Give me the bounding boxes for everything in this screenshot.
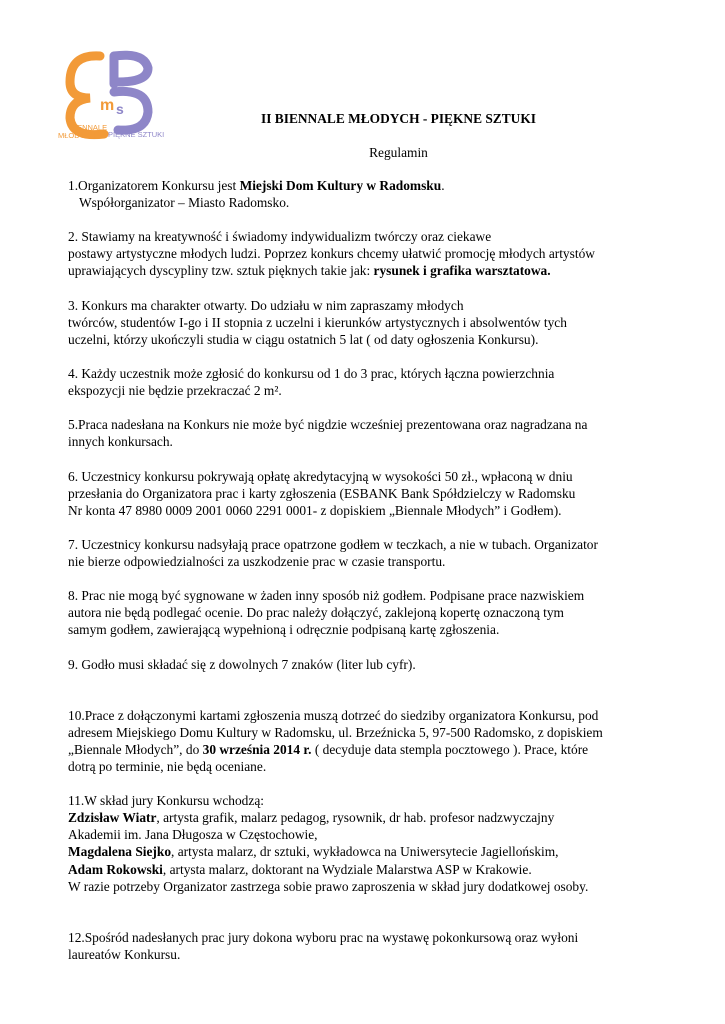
organizer-name: Miejski Dom Kultury w Radomsku	[239, 178, 442, 193]
deadline-date: 30 września 2014 r.	[202, 741, 312, 757]
logo-text-biennale: BIENNALE	[70, 123, 108, 132]
disciplines: rysunek i grafika warsztatowa.	[373, 263, 551, 279]
paragraph-5: 5.Praca nadesłana na Konkurs nie może być nigdzie wcześniej prezentowana oraz nagradzana na innych konkursach.	[68, 417, 588, 450]
document-body	[68, 177, 658, 980]
paragraph-2: 2. Stawiamy na kreatywność i świadomy indywidualizm twórczy oraz ciekawe postawy artystyczne młodych ludzi. Poprzez konkurs chcemy ułatwić promocję młodych artystów uprawiających dyscypliny tzw. sztuk pięknych takie jak: rysunek i grafika warsztatowa.	[68, 229, 595, 279]
paragraph-3: 3. Konkurs ma charakter otwarty. Do udziału w nim zapraszamy młodych twórców, studentów I-go i II stopnia z uczelni i kierunków artystycznych i absolwentów tych uczelni, którzy ukończyli studia w ciągu ostatnich 5 lat ( od daty ogłoszenia Konkursu).	[68, 297, 567, 347]
biennale-logo	[56, 34, 172, 146]
paragraph-7: 7. Uczestnicy konkursu nadsyłają prace opatrzone godłem w teczkach, a nie w tubach. Organizator nie bierze odpowiedzialności za uszkodzenie prac w czasie transportu.	[68, 536, 598, 570]
jury-member-3: Adam Rokowski	[68, 861, 163, 877]
logo-text-mlodych: MŁODYCH	[58, 131, 96, 140]
paragraph-11: 11.W skład jury Konkursu wchodzą: Zdzisław Wiatr, artysta grafik, malarz pedagog, rysownik, dr hab. profesor nadzwyczajny Akademii im. Jana Długosza w Częstochowie, Magdalena Siejko, artysta malarz, dr sztuki, wykładowca na Uniwersytecie Jagiellońskim, Adam Rokowski, artysta malarz, doktorant na Wydziale Malarstwa ASP w Krakowie. W razie potrzeby Organizator zastrzega sobie prawo zaproszenia w skład jury dodatkowej osoby.	[68, 793, 589, 894]
svg-text:s: s	[116, 101, 124, 117]
svg-text:m: m	[100, 97, 115, 114]
paragraph-10: 10.Prace z dołączonymi kartami zgłoszenia muszą dotrzeć do siedziby organizatora Konkursu, pod adresem Miejskiego Domu Kultury w Radomsku, ul. Brzeźnicka 5, 97-500 Radomsko, z dopiskiem „Biennale Młodych”, do 30 września 2014 r. ( decyduje data stempla pocztowego ). Prace, które dotrą po terminie, nie będą oceniane.	[68, 707, 603, 774]
logo-text-piekne-sztuki: PIĘKNE SZTUKI	[108, 130, 165, 139]
paragraph-12: 12.Spośród nadesłanych prac jury dokona wyboru prac na wystawę pokonkursową oraz wyłoni laureatów Konkursu.	[68, 929, 579, 962]
paragraph-4: 4. Każdy uczestnik może zgłosić do konkursu od 1 do 3 prac, których łączna powierzchnia ekspozycji nie będzie przekraczać 2 m².	[68, 366, 555, 399]
paragraph-9: 9. Godło musi składać się z dowolnych 7 znaków (liter lub cyfr).	[68, 656, 416, 672]
jury-member-1: Zdzisław Wiatr	[68, 810, 157, 826]
jury-member-2: Magdalena Siejko	[68, 844, 172, 860]
document-subtitle: Regulamin	[369, 145, 428, 160]
document-title: II BIENNALE MŁODYCH - PIĘKNE SZTUKI	[261, 111, 536, 126]
paragraph-6: 6. Uczestnicy konkursu pokrywają opłatę akredytacyjną w wysokości 50 zł., wpłaconą w dniu przesłania do Organizatora prac i karty zgłoszenia (ESBANK Bank Spółdzielczy w Radomsku Nr konta 47 8980 0009 2001 0060 2291 0001- z dopiskiem „Biennale Młodych” i Godłem).	[68, 468, 576, 518]
paragraph-1: 1.Organizatorem Konkursu jest Miejski Dom Kultury w Radomsku. Współorganizator – Miasto Radomsko.	[68, 178, 445, 211]
paragraph-8: 8. Prac nie mogą być sygnowane w żaden inny sposób niż godłem. Podpisane prace nazwiskiem autora nie będą podlegać ocenie. Do prac należy dołączyć, zaklejoną kopertę oznaczoną tym samym godłem, zawierającą wypełnioną i odręcznie podpisaną kartę zgłoszenia.	[68, 588, 585, 638]
